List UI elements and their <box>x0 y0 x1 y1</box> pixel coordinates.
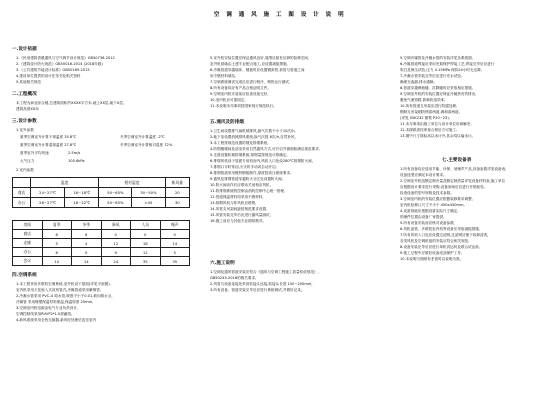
section-heading-overview: 二.工程概况 <box>12 92 37 97</box>
table-row <box>13 248 190 257</box>
outdoor-params <box>12 133 190 167</box>
section-heading-ventilation: 五.通风及防排烟 <box>210 120 244 125</box>
equipment-line: 6.风机盘管、多联机室内机等设备应采取减振措施, <box>400 227 481 231</box>
text-line: 6.冷媒管道焊接应采用充氮保护焊接工艺,焊接完毕后应进行 <box>400 62 495 66</box>
param-summer-dry-bulb: 夏季空调室外计算干球温度 35.8℃ <box>20 135 77 139</box>
column-2 <box>210 55 385 299</box>
text-line: 12.本图纸须经审查合格后方可施工, <box>400 128 458 132</box>
table-cell: 26~27℃ <box>31 198 65 208</box>
table-cell: 20 <box>165 188 190 198</box>
param-pressure-label: 大气压力 <box>20 159 35 163</box>
vent-line: 12.管道保温材料均采用不燃材料, <box>210 195 264 199</box>
vent-line: 1.卫生间设置排气扇机械排风,换气次数不小于10次/h, <box>210 129 296 133</box>
table-cell: 0 <box>101 230 131 239</box>
table-cell: 0 <box>72 248 102 257</box>
table-cell: 0 <box>160 230 190 239</box>
table-cell: >45 <box>132 198 165 208</box>
table-cell: 新风 <box>101 221 131 230</box>
table-row <box>13 230 190 239</box>
equipment-line: 7.所有风机入口处应设置过滤网,过滤网应便于拆卸清洗, <box>400 233 489 237</box>
equipment-line: 9.施工过程中应做好设备成品保护工作, <box>400 251 463 255</box>
text-line: 10.所有管道支吊架应进行防腐处理, <box>400 104 458 108</box>
equipment-line: 室内机检修口尺寸不小于 450x450mm, <box>400 203 465 207</box>
table-cell: 办公 <box>13 248 43 257</box>
text-line: 13.图中尺寸除标高以米计外,其余均以毫米计。 <box>400 134 476 138</box>
equipment-line: 5.所有设备安装前应核对设备参数, <box>400 221 455 225</box>
ac-line: 4.新风系统采用全热交换器,新风经处理后送至室内 <box>16 318 97 322</box>
column-3 <box>400 55 550 268</box>
table-cell: 12 <box>131 248 161 257</box>
table-cell: 5 <box>42 239 72 248</box>
table-cell: 5 <box>160 248 190 257</box>
table-cell: 18 <box>131 239 161 248</box>
text-line: 7.空调系统调试完成后应进行制冷、制热运行测试, <box>210 80 291 84</box>
equipment-line: 2.空调室外机组额定制冷量及额定制热量详见设备材料表,施工单位 <box>400 179 506 183</box>
ac-line: 1.本工程采用多联机空调系统,室外机设于屋面(详见平面图), <box>16 282 111 286</box>
ac-line: 2.冷凝水管采用 PVC-U 给水管,坡度不小于0.01,坡向排水点, <box>16 294 113 298</box>
table-cell: 商店 <box>13 230 43 239</box>
construction-line: 1.空调及通风管道安装应符合《通风与空调工程施工质量验收规范》, <box>210 270 319 274</box>
table-row <box>13 188 190 198</box>
text-line: 9.空调室内机安装前应检查设备完好, <box>210 92 269 96</box>
ventilation-text <box>210 128 385 224</box>
table-cell: 商店 <box>13 188 31 198</box>
vent-line: 5.走道设置机械排烟系统,排烟量按规范计算确定, <box>210 153 288 157</box>
indoor-params-subheading: 2.室内参数 <box>16 168 34 172</box>
param-wind-label: 夏季室外平均风速 <box>20 151 49 155</box>
basis-line: 4.建设单位提供的设计任务书及相关资料 <box>16 74 81 78</box>
ac-system-continued <box>210 55 385 109</box>
vent-line: 16.施工前应与其他专业图纸核对。 <box>210 219 267 223</box>
ac-line: 室内机采用天花嵌入式或风管式,冷媒管道采用紫铜管, <box>16 288 101 292</box>
equipment-line: 检查设备的型号规格及技术参数。 <box>400 191 454 195</box>
overview-line: 本工程为商业综合楼,总建筑面积约XXXX平方米,地上XX层,地下X层, <box>16 101 125 105</box>
table-cell: 4 <box>72 239 102 248</box>
room-params-table <box>12 220 190 266</box>
section-heading-parameters: 三.设计参数 <box>12 119 37 124</box>
section-heading-basis: 一.设计依据 <box>12 47 37 52</box>
basis-line: 2.《建筑设计防火规范》GB50016-2014 (2018年版) <box>16 62 103 66</box>
table-row <box>13 257 190 266</box>
table-cell: 14 <box>160 239 190 248</box>
table-cell: 24 <box>101 257 131 266</box>
text-line: 6.冷媒管道穿越墙体、楼板时应设置钢套管,套管与管道之间 <box>210 68 305 72</box>
equipment-text <box>400 166 550 262</box>
construction-continued <box>400 55 550 139</box>
table-cell: 会议 <box>13 257 43 266</box>
document-title: 空 调 通 风 施 工 图 设 计 说 明 <box>213 12 347 18</box>
overview-line: 建筑高度XX米 <box>16 107 39 111</box>
param-wind-value: 2.5m/s <box>68 151 81 155</box>
equipment-line: 4.设备基础应根据设备实际尺寸确定, <box>400 209 459 213</box>
basis-line: 5.其他相关规范 <box>16 80 41 84</box>
text-line: 8.所有设备均应有产品合格证明文件。 <box>210 86 271 90</box>
vent-line: 2.地下室设置机械排风系统,换气次数 6次/h,自然补风, <box>210 135 296 139</box>
vent-line: 7.排烟口平时常闭,火灾时手动或自动开启, <box>210 165 277 169</box>
table-cell: 6 <box>42 248 72 257</box>
text-line: 吹扫及保压试验,压力 4.15MPa 保持24小时无压降, <box>400 68 482 72</box>
outdoor-params-subheading: 1.室外参数 <box>16 128 34 132</box>
section-heading-construction: 六.施工说明 <box>210 261 235 266</box>
equipment-line: 1.所有设备均应选用节能、环保、低噪声产品,设备参数详见设备表, <box>400 167 507 171</box>
table-cell: 18~22℃ <box>65 198 99 208</box>
vent-line: 8.排烟管道采用镀锌钢板制作,厚度按高压系统要求, <box>210 171 292 175</box>
equipment-line: 应根据设计要求进行采购,设备到场后应进行开箱检验, <box>400 185 485 189</box>
table-cell: 新风量 <box>165 178 190 188</box>
text-line: 11.未尽事项由施工单位与设计单位协商解决, <box>400 122 472 126</box>
section-heading-equipment: 七.主要设备表 <box>442 158 472 163</box>
ac-system-text <box>12 281 190 323</box>
text-line: 10.室内机应可靠固定, <box>210 98 246 102</box>
text-line: 确保无渗漏,排水通畅, <box>400 80 435 84</box>
indoor-params-table <box>12 177 190 208</box>
text-line: 室外机基础由土建专业配合施工,应设置减振措施, <box>210 62 288 66</box>
basis-list <box>12 55 190 85</box>
construction-line: 2.风管与设备连接处采用软接头连接,软接头长度 150~200mm, <box>210 282 313 286</box>
table-cell: 12 <box>101 239 131 248</box>
construction-text <box>210 269 385 293</box>
equipment-line: 预埋件位置由设备厂家提供, <box>400 215 445 219</box>
table-cell: 0 <box>131 230 161 239</box>
equipment-line: 各类风机及空调机组的安装应符合相关规范, <box>400 239 470 243</box>
table-cell: 房间 <box>13 221 43 230</box>
vent-line: 11.防排烟系统的控制由消防控制中心统一管理, <box>210 189 286 193</box>
text-line: 7.冷凝水管安装完毕后应进行充水试验, <box>400 74 463 78</box>
table-cell: 办公 <box>13 198 31 208</box>
table-cell: 相对湿度 <box>99 178 165 188</box>
table-cell: 9 <box>101 248 131 257</box>
param-winter-temp: 冬季空调室外计算温度 -2℃ <box>120 135 165 139</box>
table-cell: 24~27℃ <box>31 188 65 198</box>
text-line: 用不燃材料填实, <box>210 74 237 78</box>
ac-line: 空调控制线采用RVVP2*1.0屏蔽线, <box>16 312 73 316</box>
table-cell: 噪声 <box>160 221 190 230</box>
construction-line: GB50243-2016的相关要求, <box>210 276 257 280</box>
equipment-line: 3.空调室内机的安装位置应根据装修要求调整, <box>400 197 473 201</box>
table-cell: 夏季 <box>42 221 72 230</box>
table-cell: 10 <box>42 257 72 266</box>
text-line: (详见 05K232 图集 P20~23), <box>400 116 450 120</box>
text-line: 5.室外机安装位置应保证通风良好,周围应留有足够的检修空间, <box>210 56 310 60</box>
table-cell: 16~18℃ <box>65 188 99 198</box>
text-line: 8.管道穿越伸缩缝、沉降缝时应采取相应措施, <box>400 86 473 90</box>
table-row <box>13 239 190 248</box>
table-cell <box>13 178 31 188</box>
table-cell: 8 <box>42 230 72 239</box>
table-header-row <box>13 178 190 188</box>
basis-line: 3.《公共建筑节能设计标准》GB50189-2015 <box>16 68 90 72</box>
vent-line: 4.防烟楼梯间及前室采用自然通风方式,可开启外窗面积满足规范要求, <box>210 147 320 151</box>
vent-line: 13.排烟风机与补风机应联锁, <box>210 201 257 205</box>
construction-line: 3.所有设备、管道安装完毕后应进行系统调试,并做好记录。 <box>210 288 305 292</box>
table-cell: 50~65% <box>99 198 132 208</box>
table-cell: 温度 <box>31 178 99 188</box>
param-summer-wet-bulb: 夏季空调室外计算湿球温度 27.8℃ <box>20 143 77 147</box>
text-line: 9.空调室外机的安装位置应保证冷凝热有效排出, <box>400 92 477 96</box>
equipment-line: 8.设备安装完毕后应进行单机试运转及联合试运转, <box>400 245 481 249</box>
text-line: 避免气流短路,影响机组效率, <box>400 98 446 102</box>
table-header-row <box>13 221 190 230</box>
equipment-line: 设备选型应满足本设计要求。 <box>400 173 447 177</box>
table-cell: 50~65% <box>99 188 132 198</box>
param-pressure-value: 100.6kPa <box>68 159 85 163</box>
equipment-line: 10.本说明与图纸有矛盾时以说明为准。 <box>400 257 464 261</box>
overview-text <box>12 100 190 112</box>
text-line: 钢制支吊架刷防锈漆两道,调和漆两道, <box>400 110 460 114</box>
table-cell: 6 <box>72 230 102 239</box>
param-winter-humidity: 冬季空调室外计算相对湿度 72% <box>120 143 173 147</box>
table-cell: 35 <box>131 257 161 266</box>
table-cell: 35 <box>160 257 190 266</box>
column-1 <box>12 40 190 329</box>
table-cell: 走廊 <box>13 239 43 248</box>
table-cell: 冬季 <box>72 221 102 230</box>
text-line: 11.本说明未尽事项按国家现行规范执行。 <box>210 104 277 108</box>
table-cell: 30~50% <box>132 188 165 198</box>
vent-line: 10.防火阀动作后应联动关闭相应风机, <box>210 183 271 187</box>
section-heading-ac-system: 四.空调系统 <box>12 273 37 278</box>
vent-line: 15.风管安装完毕后应进行漏风量测试, <box>210 213 271 217</box>
vent-line: 14.风管支吊架间距按规范要求设置, <box>210 207 268 211</box>
table-cell: 人员 <box>131 221 161 230</box>
ac-line: 冷媒管 采用橡塑保温材料保温,保温厚度 25mm, <box>16 300 94 304</box>
vent-line: 6.排烟风机设于屋面专用机房内,风机入口处设280℃排烟防火阀, <box>210 159 313 163</box>
table-cell: 30 <box>165 198 190 208</box>
basis-line: 1.《民用建筑供暖通风与空气调节设计规范》GB50736-2012 <box>16 56 115 60</box>
table-cell: 14 <box>72 257 102 266</box>
table-row <box>13 198 190 208</box>
ac-line: 3.空调室内机电源由电气专业负责设计, <box>16 306 79 310</box>
vent-line: 9.通风及排烟管道穿越防火分区处设置防火阀, <box>210 177 283 181</box>
text-line: 5.空调冷媒管及冷凝水管的安装详见各系统图, <box>400 56 473 60</box>
vent-line: 3.本工程按规范设置防烟及排烟系统, <box>210 141 269 145</box>
